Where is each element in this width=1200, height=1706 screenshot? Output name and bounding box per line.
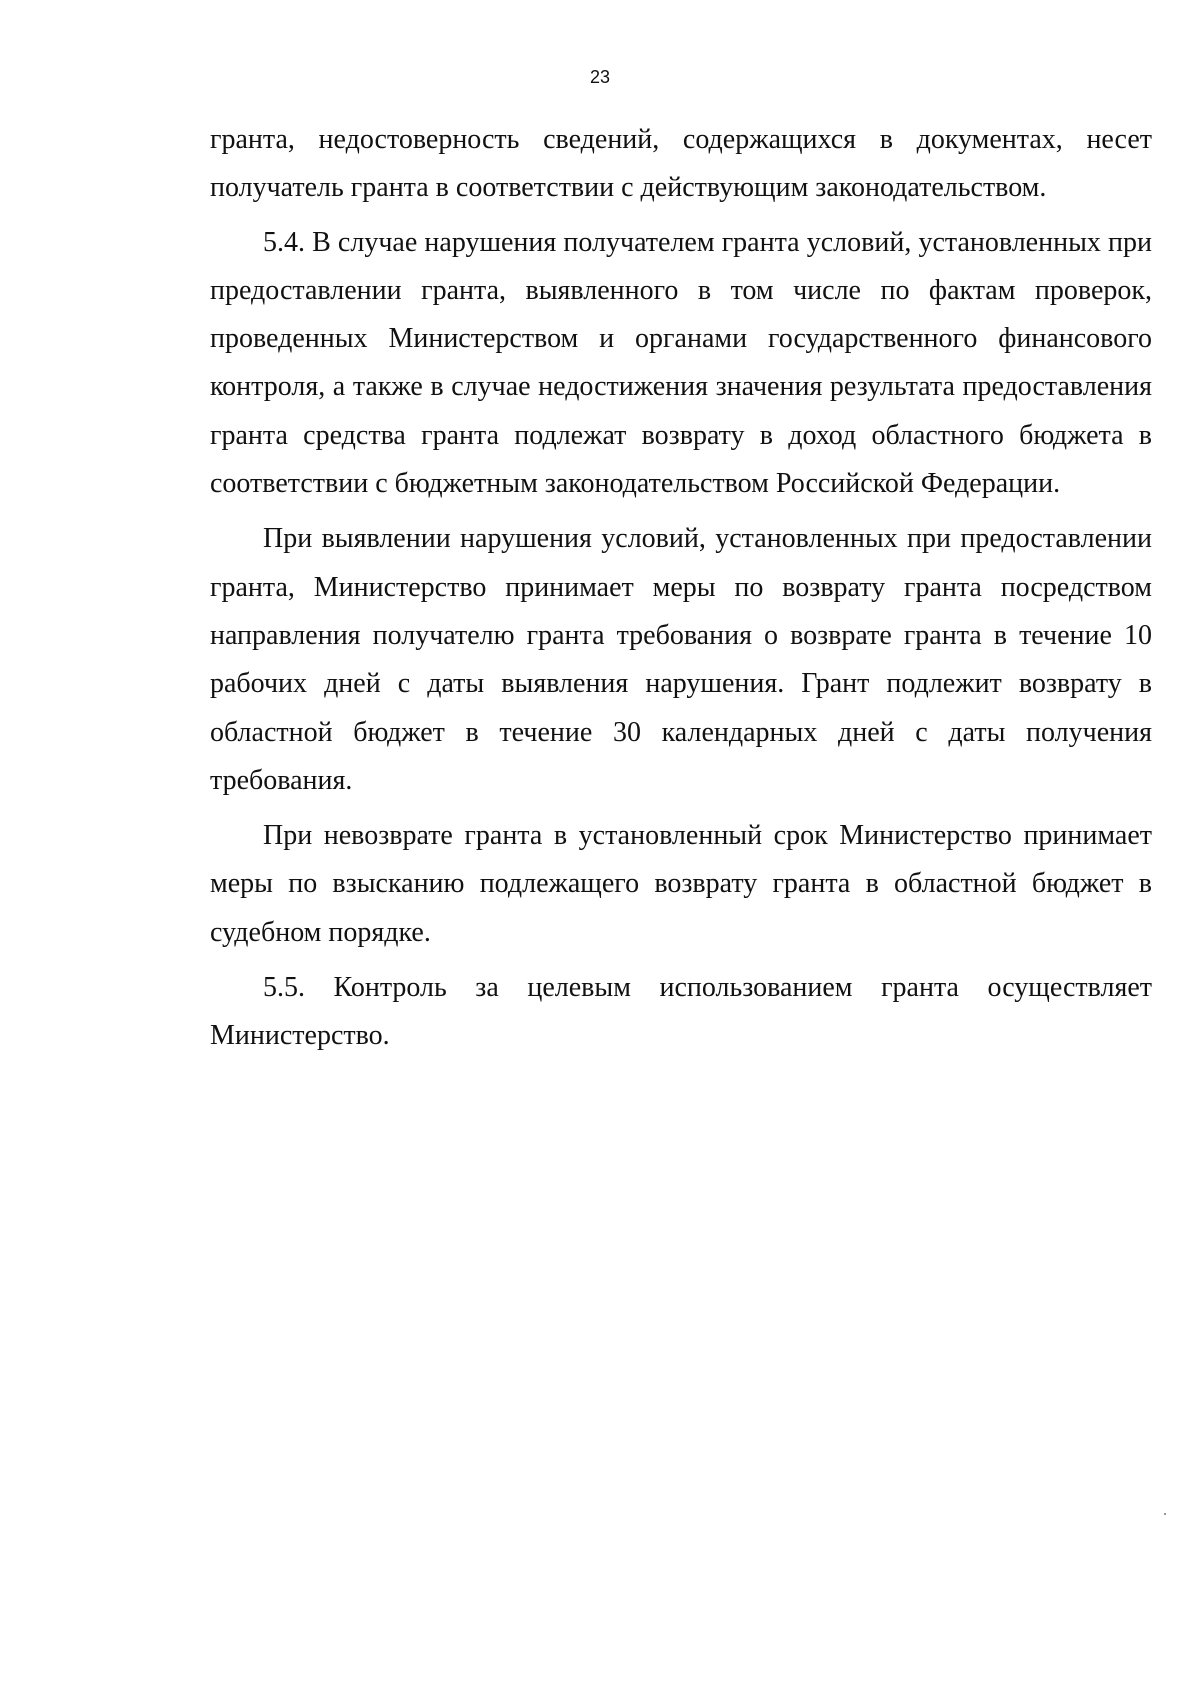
paragraph-non-return: При невозврате гранта в установленный срок Министерство принимает меры по взысканию подлежащего возврату гранта в областной бюджет в судебном порядке.: [210, 820, 1152, 948]
page-number: 23: [589, 67, 611, 87]
paragraph-violation-detection: При выявлении нарушения условий, установленных при предоставлении гранта, Министерство принимает меры по возврату гранта посредством направления получателю гранта требования о возврате гранта в течение 10 рабочих дней с даты выявления нарушения. Грант подлежит возврату в областной бюджет в течение 30 календарных дней с даты получения требования.: [210, 523, 1152, 796]
scan-speck: [1164, 1513, 1166, 1515]
paragraph-section-5-4: 5.4. В случае нарушения получателем гранта условий, установленных при предоставлении гранта, выявленного в том числе по фактам проверок, проведенных Министерством и органами государственного финансового контроля, а также в случае недостижения значения результата предоставления гранта средства гранта подлежат возврату в доход областного бюджета в соответствии с бюджетным законодательством Российской Федерации.: [210, 226, 1152, 500]
paragraph-continuation: гранта, недостоверность сведений, содержащихся в документах, несет получатель гранта в соответствии с действующим законодательством.: [210, 124, 1152, 204]
paragraph-section-5-5: 5.5. Контроль за целевым использованием гранта осуществляет Министерство.: [210, 972, 1152, 1052]
document-body: [210, 116, 1152, 1061]
